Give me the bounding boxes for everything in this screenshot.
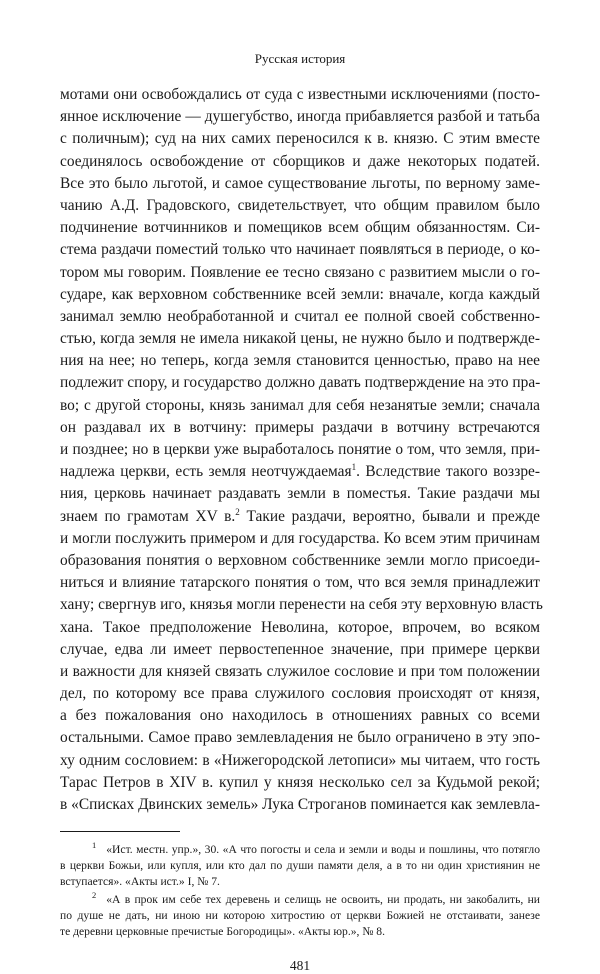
text-line: занимал землю необработанной и считал ее полной своей собственно- — [60, 307, 540, 325]
text-line: подчинение вотчинников и помещиков всем общим обязанностям. Си- — [60, 219, 540, 237]
text-line: стью, когда земля не имела никакой цены, не нужно было и подтвержде- — [60, 330, 540, 348]
footnote-2 — [60, 892, 540, 940]
footnote-line: вступается». «Акты ист.» I, № 7. — [60, 875, 220, 889]
text-line: хану; свергнув иго, князья могли перенести на себя эту верховную власть — [60, 596, 543, 614]
footnote-text: «А в прок им себе тех деревень и селищь не освоить, ни продать, ни закобалить, ни — [106, 893, 540, 907]
text-line: янное исключение — душегубство, иногда прибавляется разбой и татьба — [60, 108, 540, 126]
text-line: Все это было льготой, и самое существование льготы, по верному заме- — [60, 174, 540, 192]
footnote-line — [60, 842, 540, 858]
running-head: Русская история — [254, 51, 346, 66]
footnote-line: в церкви Божьи, или купля, или кто дал по души памяти деля, а в то ни один християнин не — [60, 859, 540, 873]
text-line: с поличным); суд на них самих переносился к в. князю. С этим вместе — [60, 130, 540, 148]
text-line: он раздавал их в вотчину: примеры раздачи в вотчину встречаются — [60, 418, 540, 436]
text-line: хана. Такое предположение Неволина, которое, впрочем, во всяком — [60, 618, 540, 636]
text-segment: . Вследствие такого воззре- — [356, 463, 540, 481]
text-line: ху одним сословием: в «Нижегородской летописи» мы читаем, что гость — [60, 751, 540, 769]
text-line: сударе, как верховном собственнике всей земли: вначале, когда каждый — [60, 285, 540, 303]
text-line: мотами они освобождались от суда с известными исключениями (посто- — [60, 86, 540, 103]
footnote-line: по душе не дать, ни иною ни которою хитростию от церкви Божией не отстаивати, занезе — [60, 909, 540, 923]
footnote-marker: 2 — [92, 890, 97, 901]
footnote-divider — [60, 831, 180, 832]
text-line: ниться и влияние татарского понятия о том, что вся земля принадлежит — [60, 574, 540, 592]
text-line: подлежит спору, и государство должно давать подтверждение на это пра- — [60, 374, 541, 392]
text-line: во; с другой стороны, князь занимал для себя незанятые земли; сначала — [60, 396, 540, 414]
text-line: остальными. Самое право землевладения не было ограничено в эту эпо- — [60, 729, 540, 747]
footnote-line: те деревни церковные пречистые Богородицы». «Акты юр.», № 8. — [60, 925, 385, 939]
text-line: соединялось освобождение от сборщиков и даже некоторых податей. — [60, 152, 540, 170]
text-line: образования понятия о верховном собственнике земли могло присоеди- — [60, 551, 540, 569]
footnote-1 — [60, 842, 540, 890]
footnote-line — [60, 892, 540, 908]
page-number: 481 — [289, 958, 311, 974]
text-segment: Такие раздачи, вероятно, бывали и прежде — [239, 507, 540, 525]
text-line: дел, по которому все права служилого сословия происходят от князя, — [60, 685, 540, 703]
text-segment: знаем по грамотам XV в. — [60, 507, 236, 525]
text-segment: надлежа церкви, есть земля неотчуждаемая — [60, 463, 352, 481]
footnote-ref-2[interactable]: 2 — [235, 506, 240, 517]
text-line-with-footnote-ref — [60, 506, 540, 528]
text-line: Тарас Петров в XIV в. купил у князя несколько сел за Кудьмой рекой; — [60, 773, 540, 791]
body-text — [60, 84, 543, 816]
text-line: и позднее; но в церкви уже выработалось понятие о том, что земля, при- — [60, 441, 540, 458]
text-line: в «Списках Двинских земель» Лука Строганов поминается как землевла- — [60, 796, 540, 813]
text-line: тором мы говорим. Появление ее тесно связано с развитием мысли о го- — [60, 263, 540, 281]
book-page — [60, 40, 543, 974]
text-line: и важности для князей связать служилое сословие и при том положении — [60, 662, 540, 680]
text-line-with-footnote-ref — [60, 461, 540, 483]
text-line: ния, церковь начинает раздавать земли в поместья. Такие раздачи мы — [60, 485, 540, 503]
footnote-text: «Ист. местн. упр.», 30. «А что погосты и села и земли и воды и пошлины, что потягло — [106, 843, 540, 857]
footnote-marker: 1 — [92, 840, 97, 851]
footnote-ref-1[interactable]: 1 — [351, 462, 357, 473]
text-line: стема раздачи поместий только что начинает появляться в периоде, о ко- — [60, 241, 540, 259]
text-line: ния на нее; но теперь, когда земля становится ценностью, право на нее — [60, 352, 540, 370]
text-line: случае, едва ли имеет первостепенное значение, при примере церкви — [60, 640, 540, 658]
text-line: и могли послужить примером и для государства. Ко всем этим причинам — [60, 529, 540, 547]
text-line: а без пожалования оно находилось в отношениях равных со всеми — [60, 707, 540, 725]
text-line: чанию А.Д. Градовского, свидетельствует, что общим правилом было — [60, 196, 540, 214]
